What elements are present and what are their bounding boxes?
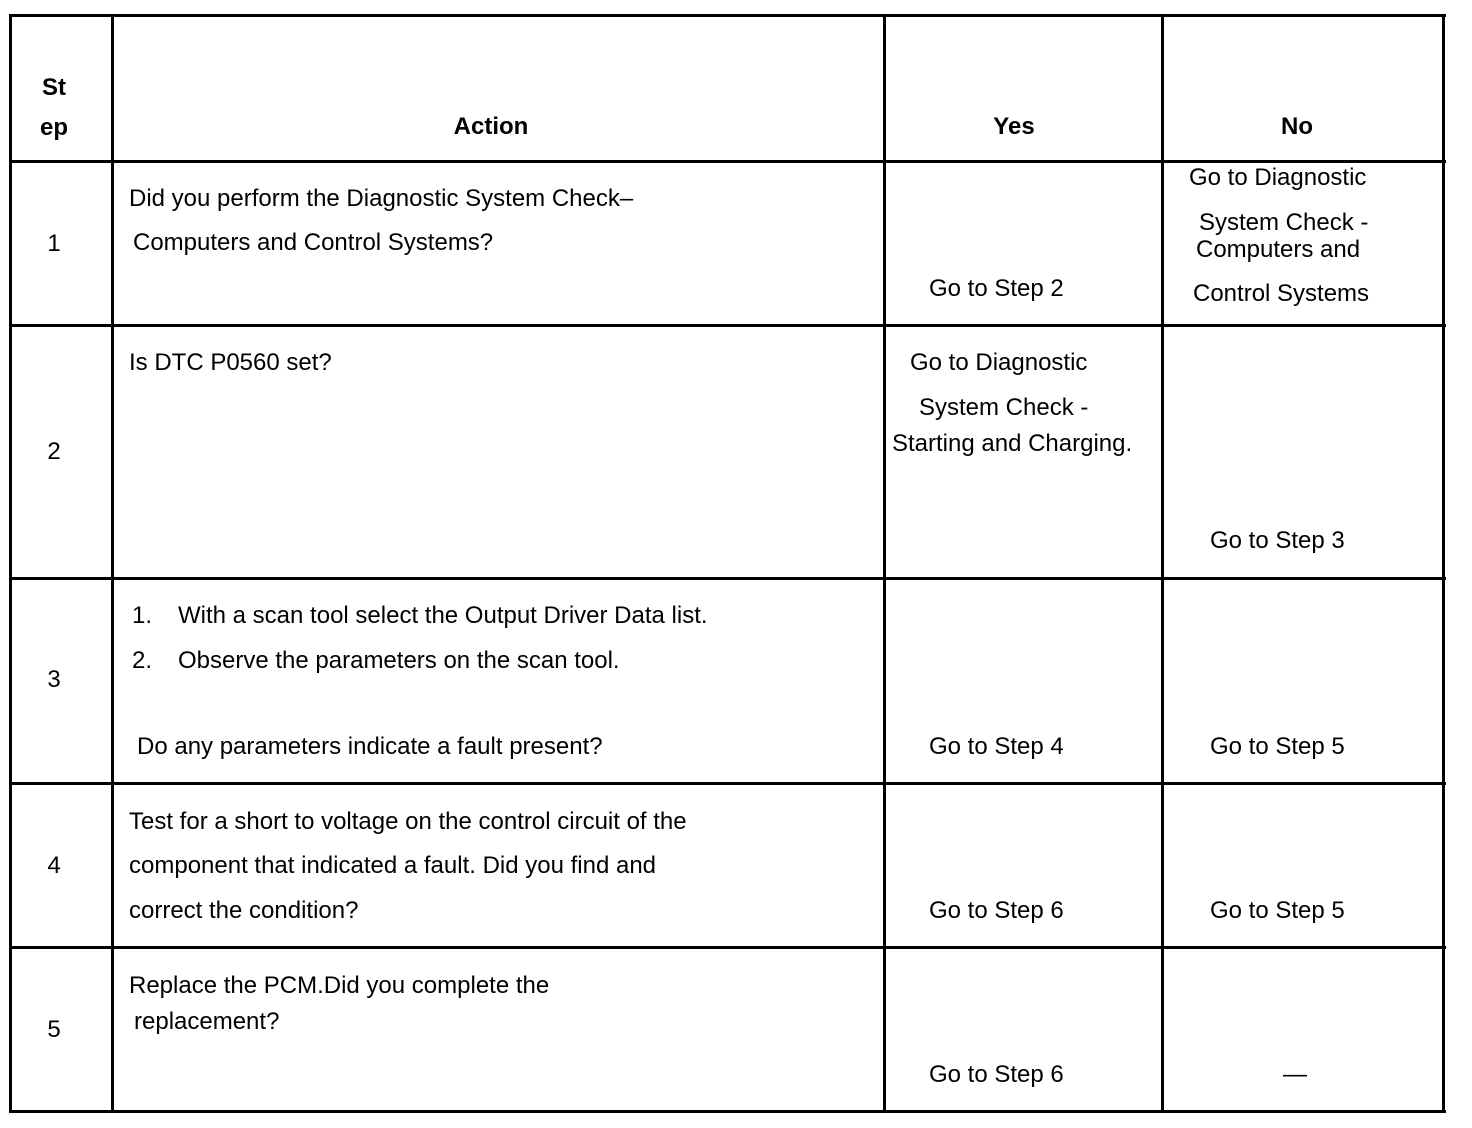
yes-result: Starting and Charging. <box>892 430 1133 457</box>
no-result: Go to Step 3 <box>1210 527 1345 554</box>
action-list-item <box>132 647 620 675</box>
column-divider <box>883 14 886 1113</box>
table-border-bottom <box>9 1110 1446 1113</box>
row-divider <box>9 946 1446 949</box>
row-divider <box>9 160 1446 163</box>
yes-result: Go to Diagnostic <box>910 349 1088 376</box>
step-number: 1 <box>47 230 61 257</box>
action-text: Replace the PCM.Did you complete the <box>129 972 550 999</box>
yes-result: Go to Step 6 <box>929 1061 1064 1088</box>
yes-result: System Check - <box>919 394 1089 421</box>
no-result: — <box>1283 1061 1307 1088</box>
header-step-line1: St <box>42 74 66 101</box>
header-action: Action <box>453 113 529 140</box>
no-result: Go to Diagnostic <box>1189 164 1367 191</box>
step-number: 5 <box>47 1016 61 1043</box>
no-result: Go to Step 5 <box>1210 733 1345 760</box>
list-number: 2. <box>132 647 153 674</box>
action-question: Do any parameters indicate a fault present? <box>137 733 603 760</box>
yes-result: Go to Step 2 <box>929 275 1064 302</box>
no-result: Go to Step 5 <box>1210 897 1345 924</box>
action-text: correct the condition? <box>129 897 359 924</box>
table-border-right <box>1442 14 1445 1113</box>
action-text: Is DTC P0560 set? <box>129 349 332 376</box>
list-text: Observe the parameters on the scan tool. <box>178 647 620 674</box>
action-text: Computers and Control Systems? <box>133 229 494 256</box>
no-result: Computers and <box>1196 236 1361 263</box>
no-result: System Check - <box>1199 209 1369 236</box>
step-number: 2 <box>47 438 61 465</box>
header-step-line2: ep <box>39 114 69 141</box>
action-text: replacement? <box>134 1008 280 1035</box>
table-border-left <box>9 14 12 1113</box>
step-number: 4 <box>47 852 61 879</box>
yes-result: Go to Step 6 <box>929 897 1064 924</box>
row-divider <box>9 577 1446 580</box>
action-text: component that indicated a fault. Did you find and <box>129 852 657 879</box>
row-divider <box>9 324 1446 327</box>
action-text: Test for a short to voltage on the control circuit of the <box>129 808 687 835</box>
table-border-top <box>9 14 1446 17</box>
action-list-item <box>132 602 708 630</box>
step-number: 3 <box>47 666 61 693</box>
list-text: With a scan tool select the Output Driver Data list. <box>178 602 708 629</box>
row-divider <box>9 782 1446 785</box>
column-divider <box>111 14 114 1113</box>
no-result: Control Systems <box>1193 280 1370 307</box>
action-text: Did you perform the Diagnostic System Check– <box>129 185 634 212</box>
yes-result: Go to Step 4 <box>929 733 1064 760</box>
column-divider <box>1161 14 1164 1113</box>
header-no: No <box>1281 113 1313 140</box>
header-yes: Yes <box>993 113 1035 140</box>
list-number: 1. <box>132 602 153 629</box>
